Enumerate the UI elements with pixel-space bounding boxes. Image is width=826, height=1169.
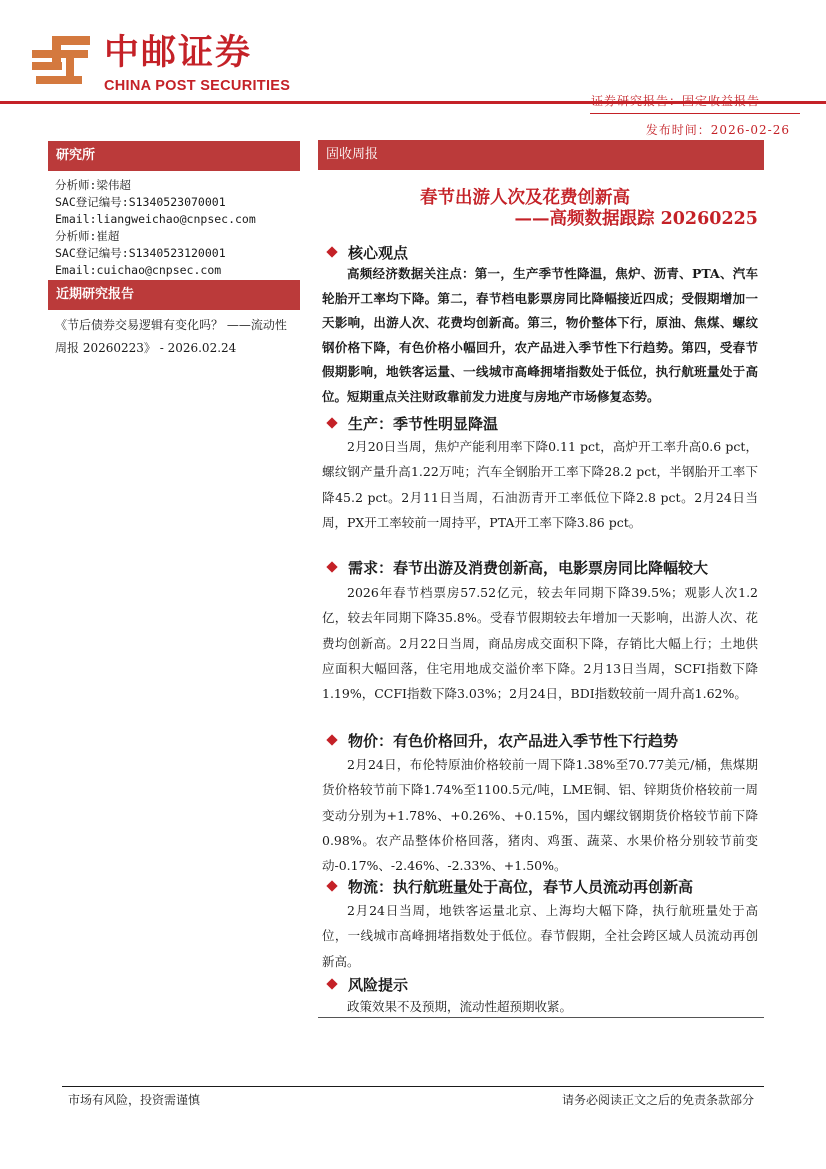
section-heading-risk: 风险提示 [328, 974, 408, 995]
diamond-bullet-icon [326, 978, 337, 989]
diamond-bullet-icon [326, 734, 337, 745]
analyst-info [55, 177, 256, 280]
diamond-bullet-icon [326, 417, 337, 428]
section-body-prices: 2月24日，布伦特原油价格较前一周下降1.38%至70.77美元/桶，焦煤期货价格较节前下降1.74%至1100.5元/吨，LME铜、铝、锌期货价格较前一周变动分别为+1.78%、+0.26%、+0.15%，国内螺纹钢期货价格较节前下降0.98%。农产品整体价格回落，猪肉、鸡蛋、蔬菜、水果价格分别较节前变动-0.17%、-2.46%、-2.33%、+1.50%。 [322, 757, 758, 874]
section-heading-logistics: 物流：执行航班量处于高位，春节人员流动再创新高 [328, 876, 693, 897]
analyst-line: SAC登记编号:S1340523120001 [55, 246, 226, 261]
recent-reports-heading: 近期研究报告 [48, 280, 300, 310]
report-title: 春节出游人次及花费创新高 [420, 188, 630, 208]
institute-heading: 研究所 [48, 141, 300, 171]
date-rule [590, 113, 800, 114]
analyst-email[interactable]: Email:cuichao@cnpsec.com [55, 263, 222, 278]
section-body-core: 高频经济数据关注点：第一，生产季节性降温，焦炉、沥青、PTA、汽车轮胎开工率均下降。第二，春节档电影票房同比降幅接近四成；受假期增加一天影响，出游人次、花费均创新高。第三，物价整体下行，原油、焦煤、螺纹钢价格下降，有色价格小幅回升，农产品进入季节性下行趋势。第四，受春节假期影响，地铁客运量、一线城市高峰拥堵指数处于低位，执行航班量处于高位。短期重点关注财政靠前发力进度与房地产市场修复态势。 [322, 266, 758, 404]
main-bottom-rule [318, 1017, 764, 1018]
section-heading-core: 核心观点 [328, 242, 408, 263]
section-body-risk: 政策效果不及预期，流动性超预期收紧。 [347, 999, 573, 1014]
brand-name-cn: 中邮证券 [104, 33, 253, 73]
analyst-line: SAC登记编号:S1340523070001 [55, 195, 226, 210]
analyst-email[interactable]: Email:liangweichao@cnpsec.com [55, 212, 256, 227]
report-category: 固收周报 [318, 140, 764, 170]
china-post-logo-icon [28, 32, 98, 92]
analyst-line: 分析师:崔超 [55, 229, 120, 244]
brand-name-en: CHINA POST SECURITIES [104, 78, 291, 94]
report-subtitle: ——高频数据跟踪 20260225 [514, 209, 758, 229]
publish-date: 发布时间：2026-02-26 [645, 123, 790, 137]
recent-report-item[interactable]: 《节后债券交易逻辑有变化吗？ ——流动性周报 20260223》 - 2026.02.24 [55, 318, 287, 355]
footer-divider [62, 1086, 764, 1087]
analyst-line: 分析师:梁伟超 [55, 178, 131, 192]
section-heading-demand: 需求：春节出游及消费创新高，电影票房同比降幅较大 [328, 557, 708, 578]
section-heading-production: 生产：季节性明显降温 [328, 413, 498, 434]
section-heading-prices: 物价：有色价格回升，农产品进入季节性下行趋势 [328, 730, 678, 751]
footer-disclaimer: 请务必阅读正文之后的免责条款部分 [561, 1093, 754, 1107]
footer-risk-note: 市场有风险，投资需谨慎 [68, 1093, 201, 1107]
diamond-bullet-icon [326, 880, 337, 891]
header-divider [0, 101, 826, 104]
section-body-demand: 2026年春节档票房57.52亿元，较去年同期下降39.5%；观影人次1.2亿，较去年同期下降35.8%。受春节假期较去年增加一天影响，出游人次、花费均创新高。2月22日当周，商品房成交面积下降，存销比大幅上行；土地供应面积大幅回落，住宅用地成交溢价率下降。2月13日当周，SCFI指数下降1.19%，CCFI指数下降3.03%；2月24日，BDI指数较前一周升高1.62%。 [322, 585, 758, 702]
diamond-bullet-icon [326, 561, 337, 572]
section-body-production: 2月20日当周，焦炉产能利用率下降0.11 pct，高炉开工率升高0.6 pct，螺纹钢产量升高1.22万吨；汽车全钢胎开工率下降28.2 pct，半钢胎开工率下降45.2 pct。2月11日当周，石油沥青开工率低位下降2.8 pct。2月24日当周，PX开工率较前一周持平，PTA开工率下降3.86 pct。 [322, 439, 758, 530]
section-body-logistics: 2月24日当周，地铁客运量北京、上海均大幅下降，执行航班量处于高位，一线城市高峰拥堵指数处于低位。春节假期，全社会跨区域人员流动再创新高。 [322, 903, 758, 969]
diamond-bullet-icon [326, 246, 337, 257]
